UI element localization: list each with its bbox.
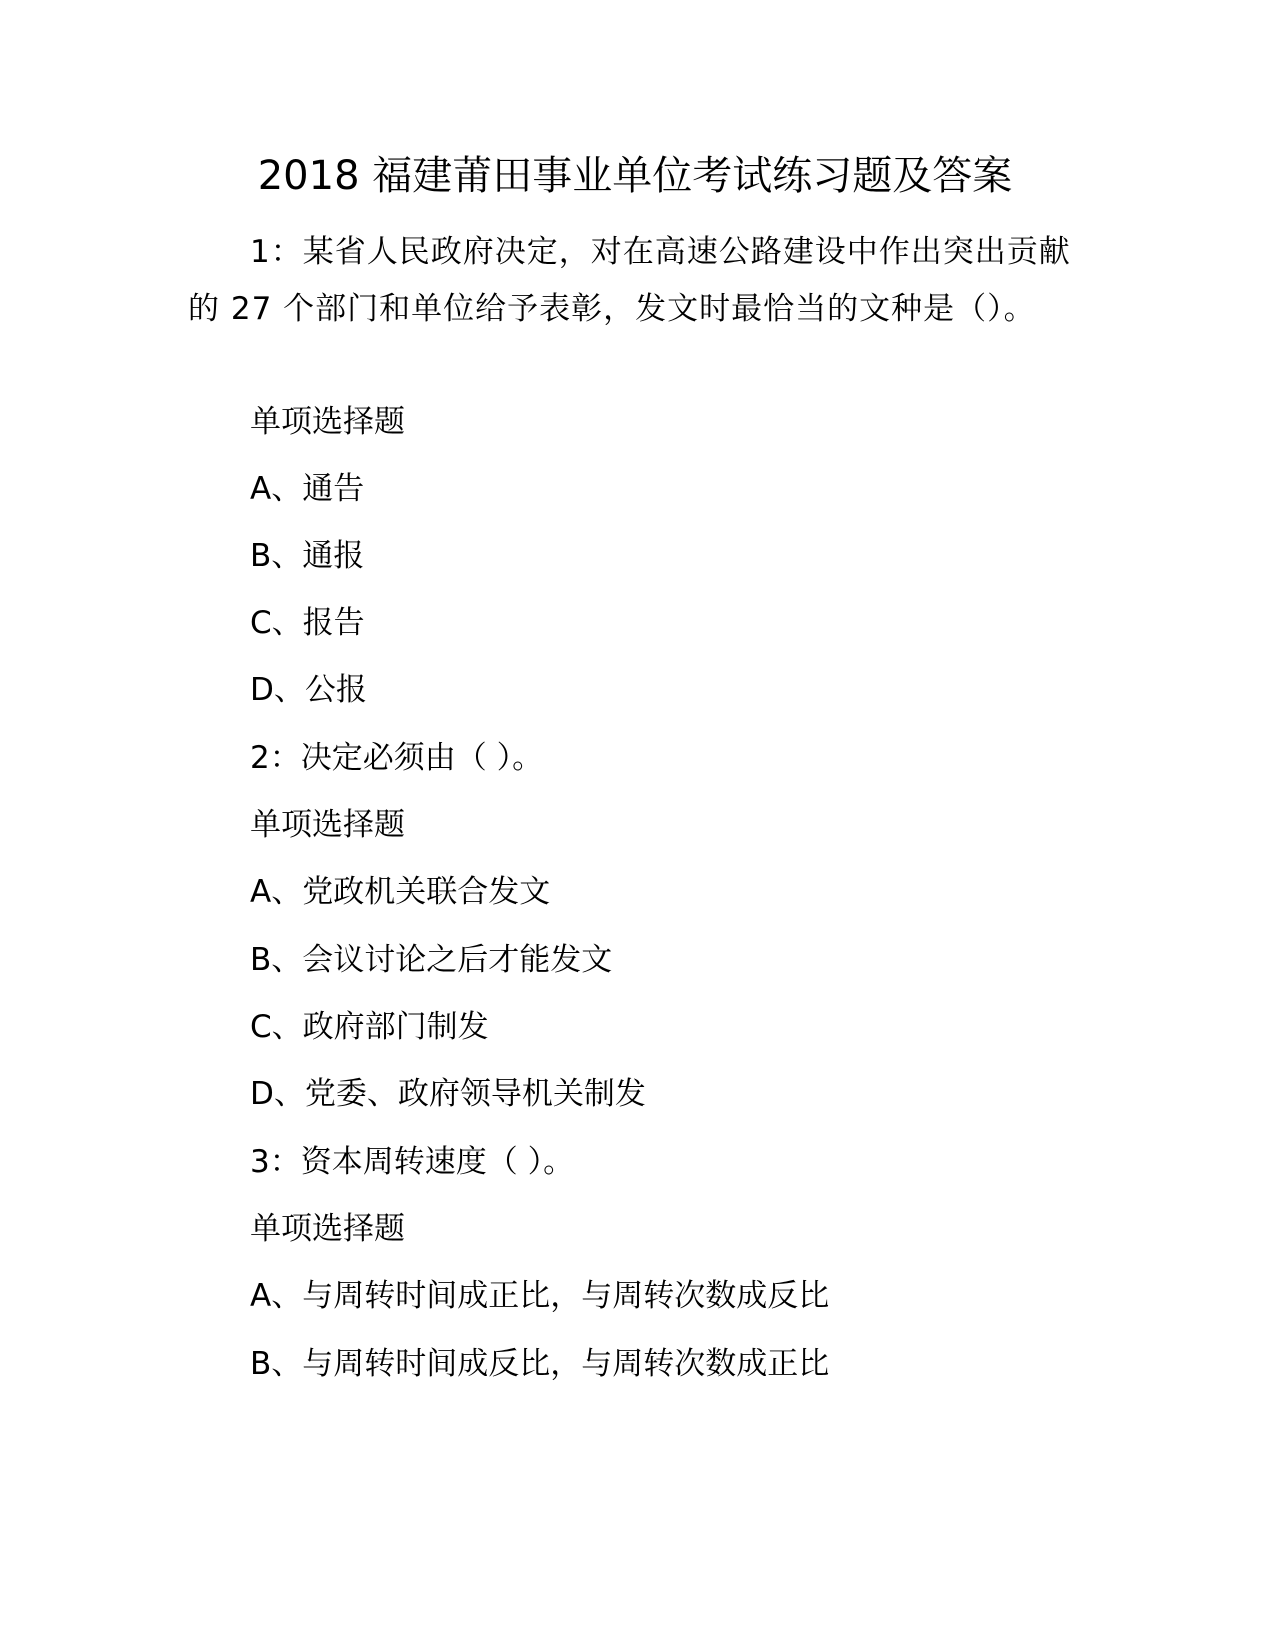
question-3-type: 单项选择题 bbox=[250, 1211, 405, 1247]
question-1-option-b: B、通报 bbox=[250, 538, 365, 574]
question-2-option-c: C、政府部门制发 bbox=[250, 1009, 489, 1045]
question-3-option-a: A、与周转时间成正比，与周转次数成反比 bbox=[250, 1278, 830, 1314]
question-1-option-c: C、报告 bbox=[250, 605, 365, 641]
question-1-type: 单项选择题 bbox=[250, 404, 405, 440]
question-2-type: 单项选择题 bbox=[250, 807, 405, 843]
question-3-option-b: B、与周转时间成反比，与周转次数成正比 bbox=[250, 1346, 830, 1382]
question-2-stem: 2：决定必须由（ ）。 bbox=[250, 740, 544, 776]
question-1-option-d: D、公报 bbox=[250, 672, 367, 708]
question-2-option-d: D、党委、政府领导机关制发 bbox=[250, 1076, 646, 1112]
question-3-stem: 3：资本周转速度（ ）。 bbox=[250, 1144, 575, 1180]
document-title: 2018 福建莆田事业单位考试练习题及答案 bbox=[257, 153, 1013, 199]
question-2-option-a: A、党政机关联合发文 bbox=[250, 874, 551, 910]
question-2-option-b: B、会议讨论之后才能发文 bbox=[250, 942, 613, 978]
question-1-option-a: A、通告 bbox=[250, 471, 365, 507]
question-1-stem: 1：某省人民政府决定，对在高速公路建设中作出突出贡献的 27 个部门和单位给予表彰，发文时最恰当的文种是（）。 bbox=[188, 234, 1071, 327]
